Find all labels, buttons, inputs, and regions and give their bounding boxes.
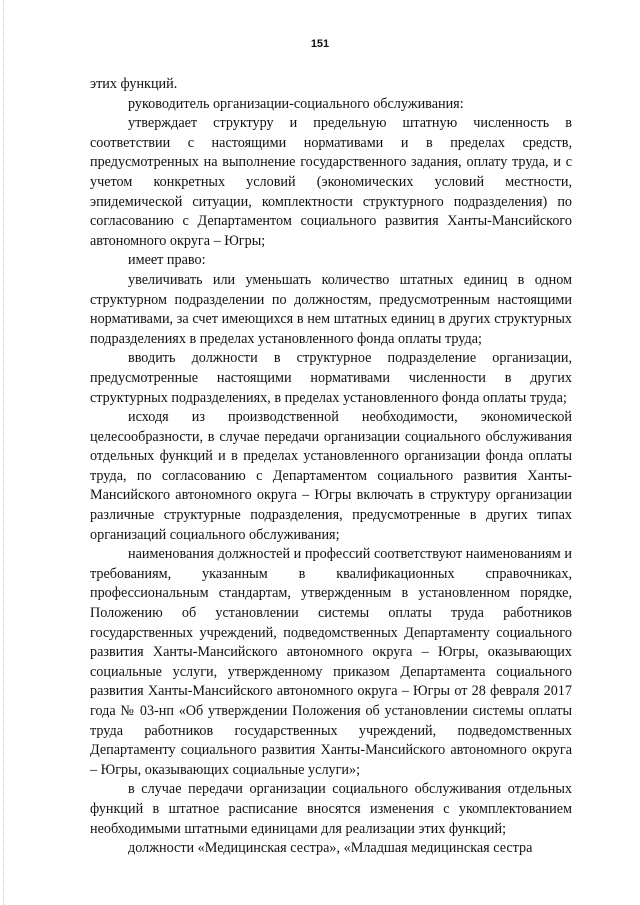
paragraph: руководитель организации-социального обслуживания: [128, 95, 464, 112]
page-number: 151 [310, 38, 330, 50]
paragraph: этих функций. [90, 76, 178, 92]
paragraph: имеет право: [128, 252, 206, 269]
scan-edge-marks [3, 0, 8, 905]
paragraph: наименования должностей и профессий соответствуют наименованиям и требованиям, указанным в квалификационных справочниках, профессиональным стандартам, утвержденным в установленном порядке, Положению об установлении системы оплаты труда работников государственных учреждений, подведомственных Департаменту социального развития Ханты-Мансийского автономного округа – Югры, оказывающих социальные услуги, утвержденному приказом Департамента социального развития Ханты-Мансийского автономного округа – Югры от 28 февраля 2017 года № 03-нп «Об утверждении Положения об установлении системы оплаты труда работников государственных учреждений, подведомственных Департаменту социального развития Ханты-Мансийского автономного округа – Югры, оказывающих социальные услуги»; [90, 546, 572, 778]
paragraph: в случае передачи организации социального обслуживания отдельных функций в штатное расписание вносятся изменения с укомплектованием необходимыми штатными единицами для реализации этих функций; [90, 781, 572, 837]
document-body [90, 75, 572, 859]
paragraph: утверждает структуру и предельную штатную численность в соответствии с настоящими нормативами и в пределах средств, предусмотренных на выполнение государственного задания, оплату труда, и с учетом конкретных условий (экономических условий местности, эпидемической ситуации, комплектности структурного подразделения) по согласованию с Департаментом социального развития Ханты-Мансийского автономного округа – Югры; [90, 115, 572, 249]
paragraph: вводить должности в структурное подразделение организации, предусмотренные настоящими нормативами численности в других структурных подразделениях, в пределах установленного фонда оплаты труда; [90, 350, 572, 406]
paragraph: увеличивать или уменьшать количество штатных единиц в одном структурном подразделении по должностям, предусмотренным настоящими нормативами, за счет имеющихся в нем штатных единиц в других структурных подразделениях в пределах установленного фонда оплаты труда; [90, 271, 572, 347]
paragraph: исходя из производственной необходимости, экономической целесообразности, в случае передачи организации социального обслуживания отдельных функций и в пределах установленного организации фонда оплаты труда, по согласованию с Департаментом социального развития Ханты-Мансийского автономного округа – Югры включать в структуру организации различные структурные подразделения, предусмотренные в других типах организаций социального обслуживания; [90, 409, 572, 543]
paragraph: должности «Медицинская сестра», «Младшая медицинская сестра [128, 840, 533, 857]
